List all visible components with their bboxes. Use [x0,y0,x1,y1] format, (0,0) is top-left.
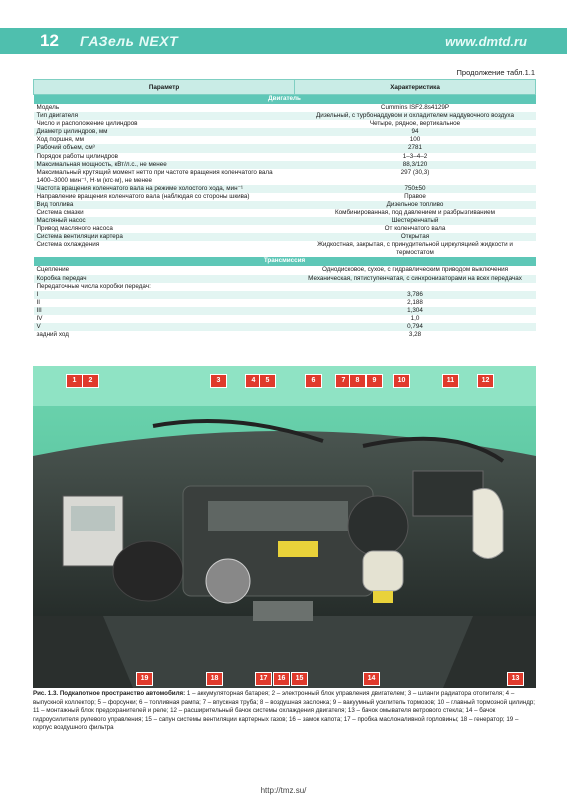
book-title: ГАЗель NEXT [80,33,179,49]
value-cell: Дизельное топливо [295,201,536,209]
table-row [34,331,536,339]
parameter-cell: Вид топлива [34,201,295,209]
parameter-cell: Максимальный крутящий момент нетто при частоте вращения коленчатого вала 1400–3000 мин⁻¹, Н·м (кгс·м), не менее [36,168,273,184]
table-row [34,209,536,217]
table-row [34,275,536,283]
callout-label-19: 19 [136,672,153,686]
value-cell: Четыре, рядное, вертикальное [369,120,461,128]
callout-label-14: 14 [363,672,380,686]
table-row [34,266,536,274]
value-cell: 2781 [295,144,536,152]
value-cell: Шестеренчатый [295,217,536,225]
table-row [34,153,536,161]
value-cell: 0,794 [295,323,536,331]
parameter-cell: Коробка передач [34,275,295,283]
table-row [34,217,536,225]
value-cell: 2,188 [407,298,423,306]
value-cell: Открытая [295,233,536,241]
value-cell: 94 [295,128,536,136]
parameter-cell: Система охлаждения [36,241,100,249]
value-cell: 1–3–4–2 [402,152,428,160]
callout-label-10: 10 [393,374,410,388]
value-cell: 88,3/120 [295,161,536,169]
parameter-cell: Максимальная мощность, кВт/л.с., не менее [34,161,295,169]
parameter-cell: Диаметр цилиндров, мм [34,128,295,136]
section-title: Двигатель [34,95,536,105]
value-cell: 3,786 [295,291,536,299]
callout-label-9: 9 [366,374,383,388]
callout-label-12: 12 [477,374,494,388]
value-cell: Механическая, пятиступенчатая, с синхронизаторами на всех передачах [295,275,536,283]
value-cell: От коленчатого вала [384,225,446,233]
table-row [34,185,536,193]
callout-label-8: 8 [349,374,366,388]
value-cell [295,283,536,291]
table-row [34,291,536,299]
callout-label-5: 5 [259,374,276,388]
parameter-cell: IV [36,314,43,322]
value-cell: Комбинированная, под давлением и разбрызгиванием [335,209,495,217]
figure-caption-title: Рис. 1.3. Подкапотное пространство автомобиля: [33,690,186,697]
parameter-cell: Рабочий объем, см³ [34,144,295,152]
column-header-parameter: Параметр [34,80,295,95]
parameter-cell: V [34,323,295,331]
table-row [34,120,536,128]
value-cell: Правое [404,192,426,200]
parameter-cell: Передаточные числа коробки передач: [36,282,151,290]
parameter-cell: Частота вращения коленчатого вала на режиме холостого хода, мин⁻¹ [34,185,295,193]
table-row [34,299,536,307]
value-cell: Дизельный, с турбонаддувом и охладителем наддувочного воздуха [295,112,536,120]
spec-table-body [34,95,536,340]
section-title: Трансмиссия [34,257,536,266]
table-row [34,307,536,315]
parameter-cell: Масляный насос [34,217,295,225]
callout-label-11: 11 [442,374,459,388]
table-row [34,283,536,291]
value-cell: Жидкостная, закрытая, с принудительной циркуляцией жидкости и термостатом [317,241,513,257]
figure-caption [33,690,536,733]
parameter-cell: Тип двигателя [34,112,295,120]
value-cell: 1,0 [410,314,420,322]
table-section-header [34,95,536,105]
value-cell: 3,28 [408,331,422,339]
parameter-cell: Сцепление [36,266,70,274]
table-row [34,241,536,257]
callout-label-17: 17 [255,672,272,686]
callout-label-6: 6 [305,374,322,388]
value-cell: 297 (30,3) [400,168,430,176]
page-header [0,28,567,54]
parameter-cell: Порядок работы цилиндров [36,152,118,160]
table-row [34,225,536,233]
parameter-cell: II [36,298,40,306]
callout-label-1: 1 [66,374,83,388]
callout-label-13: 13 [507,672,524,686]
callout-label-2: 2 [82,374,99,388]
table-continuation-note: Продолжение табл.1.1 [456,68,535,77]
parameter-cell: III [34,307,295,315]
table-row [34,104,536,112]
callout-label-3: 3 [210,374,227,388]
value-cell: 1,304 [295,307,536,315]
table-section-header [34,257,536,266]
callout-label-15: 15 [291,672,308,686]
callout-label-16: 16 [273,672,290,686]
parameter-cell: задний ход [36,331,69,339]
parameter-cell: Число и расположение цилиндров [36,120,138,128]
table-row [34,315,536,323]
value-cell: Cummins ISF2.8s4129P [380,104,450,111]
page-number: 12 [40,31,59,50]
parameter-cell: Система вентиляции картера [34,233,295,241]
table-row [34,144,536,152]
callout-label-4: 4 [245,374,262,388]
parameter-cell: Модель [36,104,60,111]
table-row [34,169,536,185]
parameter-cell: Ход поршня, мм [36,136,84,144]
parameter-cell: Система смазки [36,209,84,217]
site-link[interactable]: www.dmtd.ru [445,34,527,49]
callout-label-7: 7 [335,374,352,388]
table-row [34,193,536,201]
engine-bay-photo [33,366,536,688]
table-row [34,161,536,169]
parameter-cell: Направление вращения коленчатого вала (наблюдая со стороны шкива) [36,192,250,200]
engine-bay-illustration [33,366,536,688]
table-row [34,112,536,120]
table-row [34,128,536,136]
value-cell: 100 [409,136,421,144]
parameter-cell: I [34,291,295,299]
footer-url[interactable]: http://tmz.su/ [260,786,307,795]
callout-label-18: 18 [206,672,223,686]
value-cell: 750±50 [295,185,536,193]
figure-caption-text: 1 – аккумуляторная батарея; 2 – электронный блок управления двигателем; 3 – шланги радиатора отопителя; 4 – выпускной коллектор; 5 – форсунки; 6 – топливная рампа; 7 – впускная труба; 8 – воздушная заслонка; 9 – вакуумный усилитель тормозов; 10 – главный тормозной цилиндр; 11 – монтажный блок предохранителей и реле; 12 – расширительный бачок системы охлаждения двигателя; 13 – бачок омывателя ветрового стекла; 14 – бачок гидроусилителя рулевого управления; 15 – сапун системы вентиляции картерных газов; 16 – замок капота; 17 – пробка маслоналивной горловины; 18 – генератор; 19 – корпус воздушного фильтра [33,690,535,732]
table-row [34,201,536,209]
column-header-value: Характеристика [295,80,536,95]
spec-table [33,79,536,339]
table-row [34,323,536,331]
value-cell: Однодисковое, сухое, с гидравлическим приводом выключения [321,266,509,274]
parameter-cell: Привод масляного насоса [36,225,113,233]
table-row [34,136,536,144]
